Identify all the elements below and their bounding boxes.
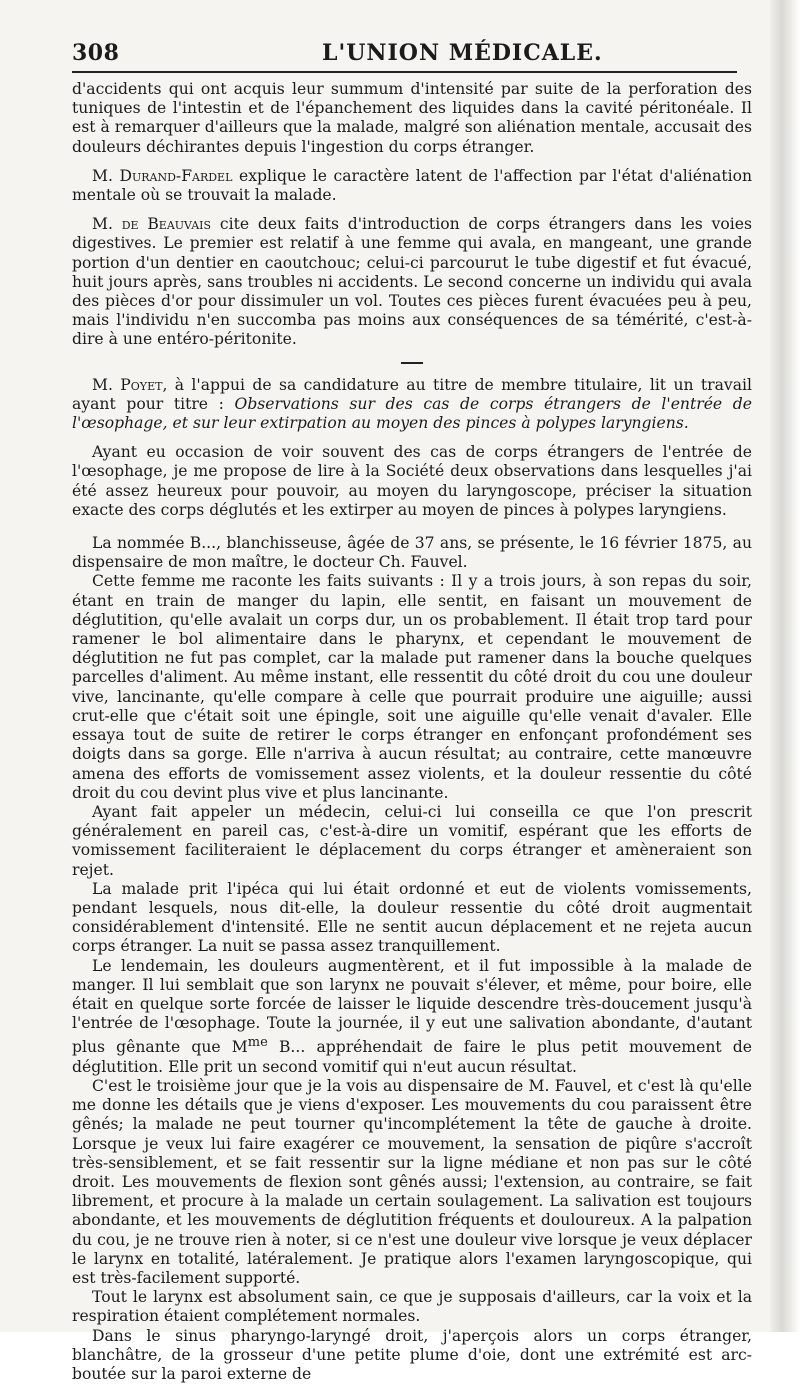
speaker-name: M. Poyet [92, 375, 163, 394]
paragraph-text: , à l'appui de sa candidature au titre de membre titulaire, lit un travail ayant pour titre : [72, 375, 752, 413]
paragraph [72, 215, 752, 349]
paragraph: La nommée B..., blanchisseuse, âgée de 37 ans, se présente, le 16 février 1875, au dispensaire de mon maître, le docteur Ch. Fauvel. [72, 534, 752, 572]
paragraph [72, 167, 752, 205]
paragraph [72, 376, 752, 434]
work-title: Observations sur des cas de corps étrangers de l'entrée de l'œsophage, et sur leur extirpation au moyen des pinces à polypes laryngiens. [72, 394, 752, 433]
paragraph-text: explique le caractère latent de l'affection par l'état d'aliénation mentale où se trouvait la malade. [72, 166, 752, 205]
paragraph: Tout le larynx est absolument sain, ce que je supposais d'ailleurs, car la voix et la respiration étaient complétement normales. [72, 1288, 752, 1326]
speaker-name: M. de Beauvais [92, 215, 212, 234]
paragraph: Dans le sinus pharyngo-laryngé droit, j'aperçois alors un corps étranger, blanchâtre, de la grosseur d'une petite plume d'oie, dont une extrémité est arc-boutée sur la paroi externe de [72, 1326, 752, 1383]
running-title: L'UNION MÉDICALE. [322, 40, 603, 66]
paragraph-text: B... appréhendait de faire le plus petit mouvement de déglutition. Elle prit un second vomitif qui n'eut aucun résultat. [72, 1038, 752, 1076]
paragraph: La malade prit l'ipéca qui lui était ordonné et eut de violents vomissements, pendant lesquels, nous dit-elle, la douleur ressentie du côté droit augmentait considérablement d'intensité. Elle ne sentit aucun déplacement et ne rejeta aucun corps étranger. La nuit se passa assez tranquillement. [72, 879, 752, 956]
page-header [72, 36, 737, 70]
abbreviation-superscript: me [247, 1035, 268, 1051]
paragraph-text: cite deux faits d'introduction de corps étrangers dans les voies digestives. Le premier est relatif à une femme qui avala, en mangeant, une grande portion d'un dentier en caoutchouc; celui-ci parcourut le tube digestif et fut évacué, huit jours après, sans troubles ni accidents. Le second concerne un individu qui avala des pièces d'or pour dissimuler un vol. Toutes ces pièces furent évacuées peu à peu, mais l'individu n'en succomba pas moins aux conséquences de sa témérité, c'est-à-dire à une entéro-péritonite. [72, 215, 752, 349]
paragraph: Cette femme me raconte les faits suivants : Il y a trois jours, à son repas du soir, étant en train de manger du lapin, elle sentit, en faisant un mouvement de déglutition, qu'elle avalait un corps dur, un os probablement. Il était trop tard pour ramener le bol alimentaire dans le pharynx, et cependant le mouvement de déglutition ne fut pas complet, car la malade put ramener dans la bouche quelques parcelles d'aliment. Au même instant, elle ressentit du côté droit du cou une douleur vive, lancinante, qu'elle compare à celle que pourrait produire une aiguille; aussi crut-elle que c'était soit une épingle, soit une aiguille qu'elle venait d'avaler. Elle essaya tout de suite de retirer le corps étranger en enfonçant profondément ses doigts dans sa gorge. Elle n'arriva à aucun résultat; au contraire, cette manœuvre amena des efforts de vomissement assez violents, et la douleur ressentie du côté droit du cou devint plus vive et plus lancinante. [72, 572, 752, 802]
paragraph: C'est le troisième jour que je la vois au dispensaire de M. Fauvel, et c'est là qu'elle me donne les détails que je viens d'exposer. Les mouvements du cou paraissent être gênés; la malade ne peut tourner qu'incomplétement la tête de gauche à droite. Lorsque je veux lui faire exagérer ce mouvement, la sensation de piqûre s'accroît très-sensiblement, et se fait ressentir sur la ligne médiane et non pas sur le côté droit. Les mouvements de flexion sont gênés aussi; l'extension, au contraire, se fait librement, et procure à la malade un certain soulagement. La salivation est toujours abondante, et les mouvements de déglutition fréquents et douloureux. A la palpation du cou, je ne trouve rien à noter, si ce n'est une douleur vive lorsque je veux déplacer le larynx en totalité, latéralement. Je pratique alors l'examen laryngoscopique, qui est très-facilement supporté. [72, 1076, 752, 1287]
header-rule [72, 71, 737, 73]
paragraph-text: Le lendemain, les douleurs augmentèrent, et il fut impossible à la malade de manger. Il lui semblait que son larynx ne pouvait s'élever, et même, pour boire, elle était en quelque sorte forcée de laisser le liquide descendre très-doucement jusqu'à l'entrée de l'œsophage. Toute la journée, il y eut une salivation abondante, d'autant plus gênante que M [72, 956, 752, 1057]
paragraph [72, 957, 752, 1077]
paragraph: Ayant eu occasion de voir souvent des cas de corps étrangers de l'entrée de l'œsophage, je me propose de lire à la Société deux observations dans lesquelles j'ai été assez heureux pour pouvoir, au moyen du laryngoscope, préciser la situation exacte des corps déglutés et les extirper au moyen de pinces à polypes laryngiens. [72, 443, 752, 519]
article-body [72, 80, 752, 1384]
section-divider [401, 362, 423, 364]
paragraph: Ayant fait appeler un médecin, celui-ci lui conseilla ce que l'on prescrit généralement en pareil cas, c'est-à-dire un vomitif, espérant que les efforts de vomissement faciliteraient le déplacement du corps étranger et amèneraient son rejet. [72, 802, 752, 879]
page-number: 308 [72, 40, 120, 66]
scan-edge [770, 0, 800, 1332]
speaker-name: M. Durand-Fardel [92, 166, 233, 185]
paragraph: d'accidents qui ont acquis leur summum d'intensité par suite de la perforation des tuniques de l'intestin et de l'épanchement des liquides dans la cavité péritonéale. Il est à remarquer d'ailleurs que la malade, malgré son aliénation mentale, accusait des douleurs déchirantes depuis l'ingestion du corps étranger. [72, 80, 752, 156]
